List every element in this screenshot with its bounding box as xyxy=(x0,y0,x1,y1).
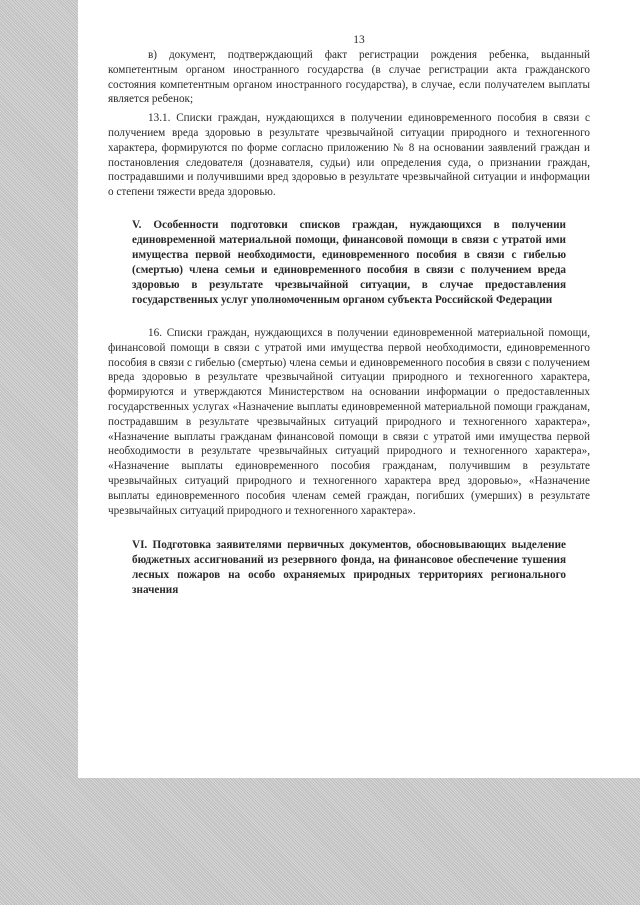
page-content xyxy=(108,48,590,598)
section-heading-vi: VI. Подготовка заявителями первичных документов, обосновывающих выделение бюджетных ассигнований из резервного фонда, на финансовое обеспечение тушения лесных пожаров на особо охраняемых природных территориях регионального значения xyxy=(132,539,566,597)
section-heading-v: V. Особенности подготовки списков граждан, нуждающихся в получении единовременной материальной помощи, финансовой помощи в связи с утратой ими имущества первой необходимости, единовременного пособия в связи с гибелью (смертью) члена семьи и единовременного пособия в связи с получением вреда здоровью в результате чрезвычайной ситуации, в случае предоставления государственных услуг уполномоченным органом субъекта Российской Федерации xyxy=(132,218,566,306)
page-number: 13 xyxy=(353,34,365,46)
document-page xyxy=(78,0,640,778)
paragraph-item-v: в) документ, подтверждающий факт регистрации рождения ребенка, выданный компетентным органом иностранного государства (в случае регистрации акта гражданского состояния компетентным органом иностранного государства), в случае, если получателем выплаты является ребенок; xyxy=(108,49,590,106)
paragraph-16: 16. Списки граждан, нуждающихся в получении единовременной материальной помощи, финансовой помощи в связи с утратой ими имущества первой необходимости, единовременного пособия в связи с гибелью (смертью) члена семьи и единовременного пособия в связи с получением вреда здоровью в результате чрезвычайной ситуации природного и техногенного характера, формируются и утверждаются Министерством на основании информации о предоставленных государственных услугах «Назначение выплаты единовременной материальной помощи гражданам, пострадавшим в результате чрезвычайных ситуаций природного и техногенного характера», «Назначение выплаты гражданам финансовой помощи в связи с утратой ими имущества первой необходимости в результате чрезвычайных ситуаций природного и техногенного характера», «Назначение выплаты единовременного пособия гражданам, получившим в результате чрезвычайных ситуаций природного и техногенного характера вред здоровью», «Назначение выплаты единовременного пособия членам семей граждан, погибших (умерших) в результате чрезвычайных ситуаций природного и техногенного характера». xyxy=(108,326,590,517)
scan-border-left xyxy=(0,0,78,905)
paragraph-13-1: 13.1. Списки граждан, нуждающихся в получении единовременного пособия в связи с получением вреда здоровью в результате чрезвычайной ситуации природного и техногенного характера, формируются по форме согласно приложению № 8 на основании заявлений граждан и постановления следователя (дознавателя, судьи) или определения суда, о признании граждан, пострадавшими и получившими вред здоровью в результате чрезвычайной ситуации и информации о степени тяжести вреда здоровью. xyxy=(108,112,590,199)
scan-border-bottom xyxy=(0,778,640,905)
